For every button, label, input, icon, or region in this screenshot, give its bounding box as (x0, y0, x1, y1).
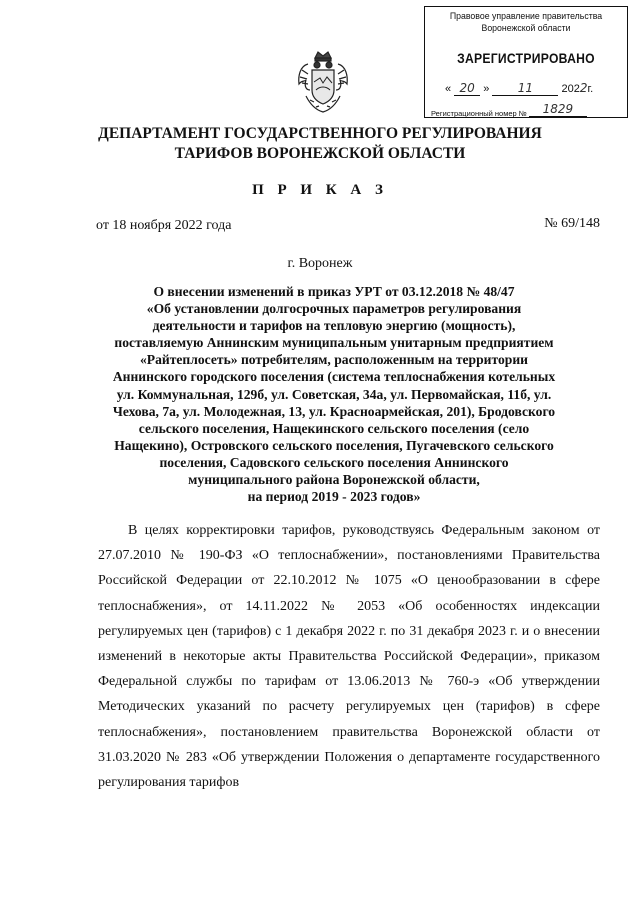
subject-line: сельского поселения, Нащекинского сельского поселения (село (138, 420, 530, 436)
subject-line: муниципального района Воронежской области, (188, 472, 480, 488)
stamp-date-row (445, 81, 593, 96)
subject-line: на период 2019 - 2023 годов» (247, 489, 421, 505)
order-number: № 69/148 (544, 216, 600, 231)
stamp-line-2: Воронежской области (481, 23, 571, 34)
subject-line: Чехова, 7а, ул. Молодежная, 13, ул. Красноармейская, 201), Бродовского (112, 403, 556, 419)
subject-line: Аннинского городского поселения (система теплоснабжения котельных (112, 369, 556, 385)
stamp-month: 11 (492, 81, 558, 96)
department-header (40, 124, 600, 164)
subject-line: «Райтеплосеть» потребителям, расположенным на территории (139, 352, 529, 368)
stamp-reg-number: 1829 (529, 102, 587, 117)
subject-line: Нащекино), Островского сельского поселения, Пугачевского сельского (114, 437, 554, 453)
stamp-year-prefix: 202 (561, 83, 580, 95)
subject-line: деятельности и тарифов на тепловую энергию (мощность), (152, 318, 516, 334)
department-line-1: ДЕПАРТАМЕНТ ГОСУДАРСТВЕННОГО РЕГУЛИРОВАНИЯ (98, 125, 542, 142)
subject-line: О внесении изменений в приказ УРТ от 03.12.2018 № 48/47 (153, 284, 515, 299)
coat-of-arms-icon (296, 50, 350, 116)
subject-line: ул. Коммунальная, 129б, ул. Советская, 34а, ул. Первомайская, 11б, ул. (116, 386, 552, 402)
stamp-day: 20 (454, 81, 480, 96)
stamp-number-row (431, 102, 587, 120)
stamp-quote-open: « (445, 83, 452, 95)
document-type: П Р И К А З (252, 182, 388, 198)
subject-line: поселения, Садовского сельского поселения Аннинского (159, 454, 509, 470)
order-subject (78, 283, 590, 505)
subject-line: «Об установлении долгосрочных параметров регулирования (146, 301, 522, 317)
city: г. Воронеж (287, 256, 353, 271)
stamp-registered: ЗАРЕГИСТРИРОВАНО (457, 51, 595, 66)
registration-stamp (424, 6, 628, 118)
body-paragraph: В целях корректировки тарифов, руководствуясь Федеральным законом от 27.07.2010 № 190-ФЗ «О теплоснабжении», постановлениями Правительства Российской Федерации от 22.10.2012 № 1075 «О ценообразовании в сфере теплоснабжения», от 14.11.2022 № 2053 «Об особенностях индексации регулируемых цен (тарифов) с 1 декабря 2022 г. по 31 декабря 2023 г. и о внесении изменений в некоторые акты Правительства Российской Федерации», приказом Федеральной службы по тарифам от 13.06.2013 № 760-э «Об утверждении Методических указаний по расчету регулируемых цен (тарифов) в сфере теплоснабжения», постановлением правительства Воронежской области от 31.03.2020 № 283 «Об утверждении Положения о департаменте государственного регулирования тарифов (98, 523, 600, 791)
body-text (98, 518, 600, 795)
stamp-year-unit: г. (587, 83, 594, 95)
stamp-year-suffix: 2 (579, 81, 588, 95)
order-date: от 18 ноября 2022 года (96, 218, 232, 233)
department-line-2: ТАРИФОВ ВОРОНЕЖСКОЙ ОБЛАСТИ (174, 145, 466, 162)
stamp-line-1: Правовое управление правительства (449, 11, 603, 22)
subject-line: поставляемую Аннинским муниципальным унитарным предприятием (114, 335, 554, 351)
stamp-quote-close: » (483, 83, 490, 95)
stamp-reg-label: Регистрационный номер № (431, 109, 527, 118)
